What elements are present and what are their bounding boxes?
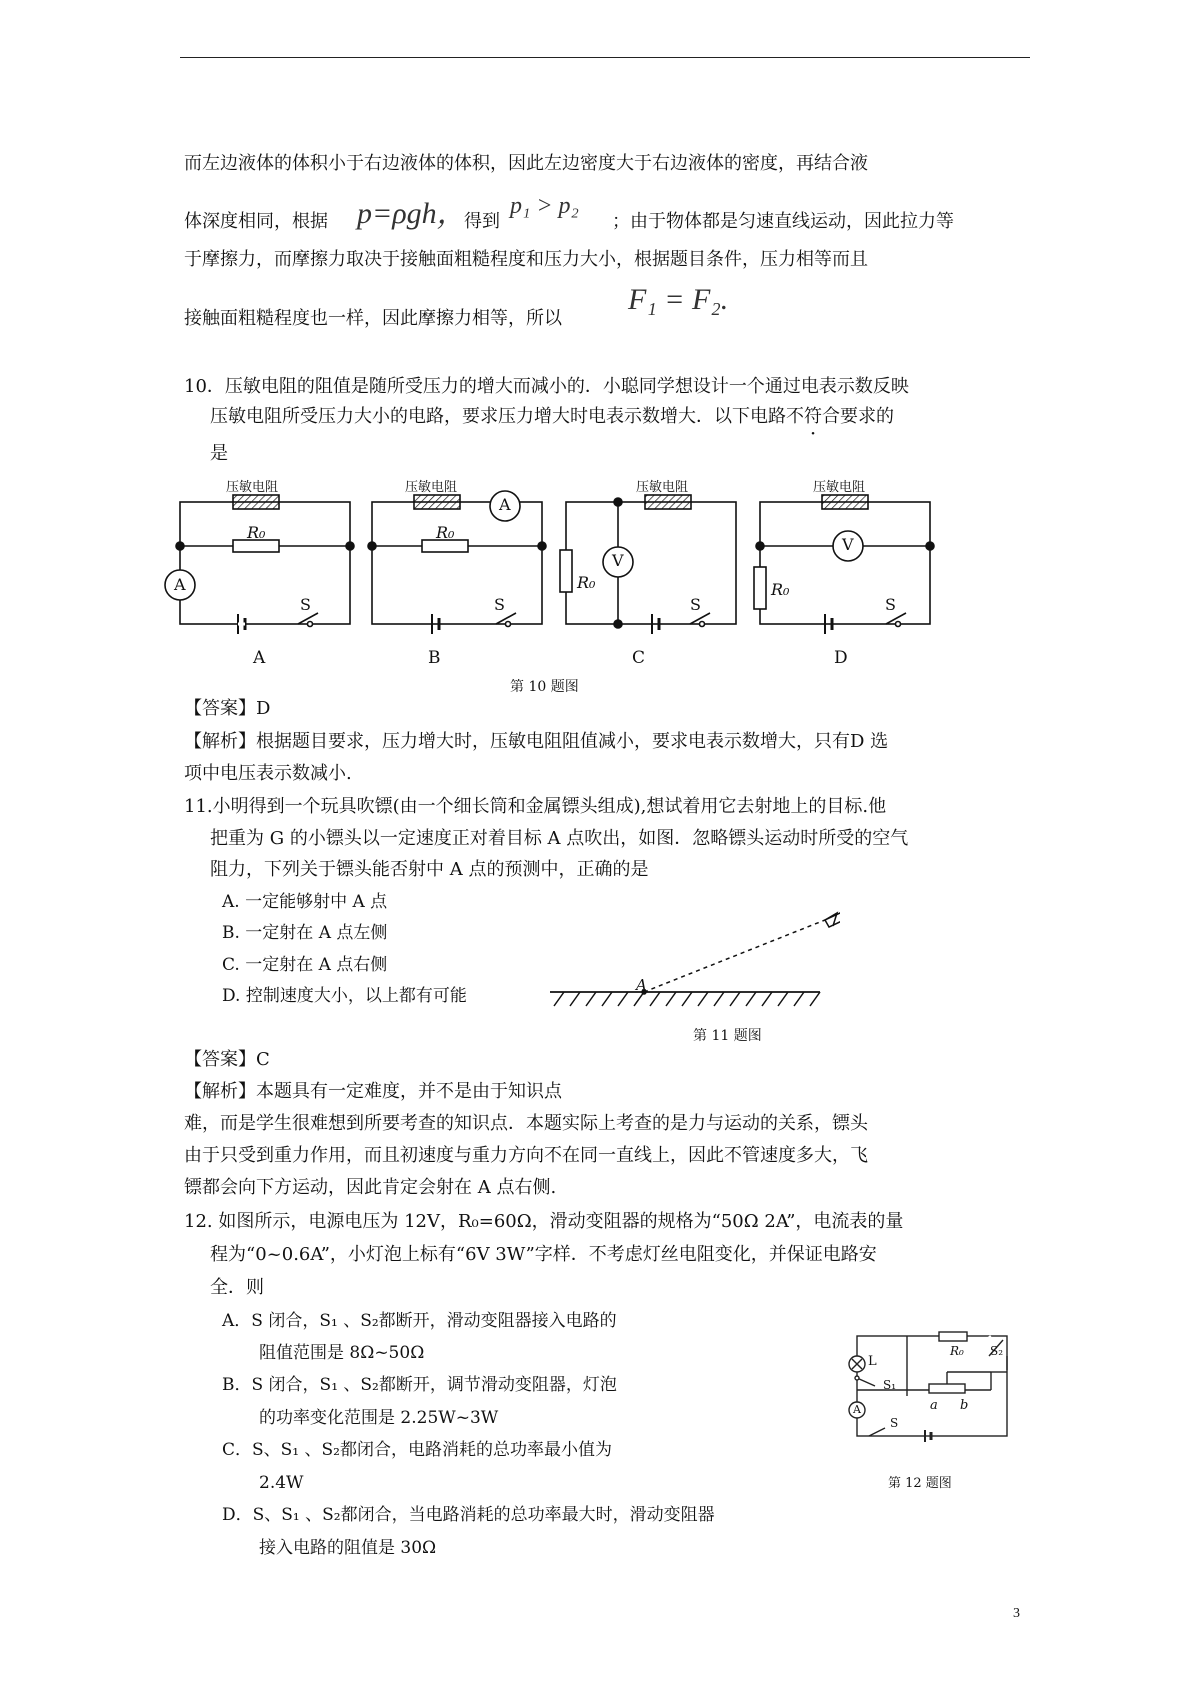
- page-number: 3: [1013, 1606, 1020, 1621]
- q12-line-3: 全．则: [210, 1277, 264, 1298]
- q10-answer: 【答案】D: [184, 698, 271, 719]
- switch-label-b: S: [494, 595, 505, 614]
- q10-emphasis: 不符合: [786, 406, 840, 427]
- sensor-label-a: 压敏电阻: [226, 480, 279, 495]
- ground-hatching: [554, 992, 820, 1006]
- q12-line-2: 程为“0~0.6A”，小灯泡上标有“6V 3W”字样．不考虑灯丝电阻变化，并保证电路安: [210, 1244, 877, 1265]
- q9-line-2: [184, 210, 328, 234]
- option-label-b: B: [428, 648, 441, 668]
- q12-s2-label: S₂: [990, 1344, 1004, 1358]
- q11-caption: 第 11 题图: [693, 1028, 762, 1044]
- voltmeter-label-d: V: [842, 535, 854, 554]
- circuit-c: [560, 495, 736, 634]
- sensor-label-d: 压敏电阻: [813, 480, 866, 495]
- switch-label-d: S: [885, 595, 896, 614]
- q9-line-4: 接触面粗糙程度也一样，因此摩擦力相等，所以: [184, 308, 562, 329]
- formula-inequality: p₁ > p₂: [510, 193, 579, 219]
- q9-line-2-pre: 体深度相同，根据: [184, 211, 328, 232]
- q11-analysis-4: 镖都会向下方运动，因此肯定会射在 A 点右侧.: [184, 1177, 557, 1198]
- q12-b-label: b: [960, 1398, 969, 1413]
- circuit-d: [754, 495, 934, 634]
- q12-option-a-cont: 阻值范围是 8Ω~50Ω: [259, 1343, 425, 1363]
- q9-line-3: 于摩擦力，而摩擦力取决于接触面粗糙程度和压力大小，根据题目条件，压力相等而且: [184, 249, 868, 270]
- r0-label-b: R₀: [436, 523, 455, 542]
- r0-label-c: R₀: [577, 573, 596, 592]
- q10-line-2-pre: 压敏电阻所受压力大小的电路，要求压力增大时电表示数增大．以下电路: [210, 406, 786, 427]
- q11-line-1: 11.小明得到一个玩具吹镖(由一个细长筒和金属镖头组成),想试着用它去射地上的目标.他: [184, 796, 887, 817]
- q12-option-a: A．S 闭合，S₁ 、S₂都断开，滑动变阻器接入电路的: [222, 1311, 617, 1331]
- q11-analysis-1: 【解析】本题具有一定难度，并不是由于知识点: [184, 1081, 562, 1102]
- q10-caption: 第 10 题图: [510, 679, 579, 695]
- q11-point-a-label: A: [636, 976, 647, 994]
- q9-line-1: 而左边液体的体积小于右边液体的体积，因此左边密度大于右边液体的密度，再结合液: [184, 153, 868, 174]
- q12-caption: 第 12 题图: [888, 1476, 952, 1491]
- switch-label-c: S: [690, 595, 701, 614]
- q11-option-c: C. 一定射在 A 点右侧: [222, 955, 388, 975]
- header-rule: [180, 57, 1030, 58]
- formula-friction: F₁ = F₂.: [628, 283, 729, 316]
- q11-option-b: B. 一定射在 A 点左侧: [222, 923, 388, 943]
- ammeter-label-a: A: [174, 575, 186, 594]
- q12-ammeter-label: A: [853, 1403, 861, 1416]
- q12-option-b: B．S 闭合，S₁ 、S₂都断开，调节滑动变阻器，灯泡: [222, 1375, 617, 1395]
- q10-analysis-2: 项中电压表示数减小.: [184, 763, 352, 784]
- q11-analysis-3: 由于只受到重力作用，而且初速度与重力方向不在同一直线上，因此不管速度多大，飞: [184, 1145, 868, 1166]
- q12-option-c-cont: 2.4W: [259, 1473, 304, 1493]
- q10-line-2-post: 要求的: [840, 406, 894, 427]
- q11-option-d: D. 控制速度大小，以上都有可能: [222, 986, 467, 1006]
- switch-label-a: S: [300, 595, 311, 614]
- q12-line-1: 12. 如图所示，电源电压为 12V，R₀=60Ω，滑动变阻器的规格为“50Ω 2A”，电流表的量: [184, 1211, 904, 1232]
- option-label-c: C: [632, 648, 646, 668]
- sensor-label-b: 压敏电阻: [405, 480, 458, 495]
- option-label-d: D: [834, 648, 848, 668]
- q11-line-2: 把重为 G 的小镖头以一定速度正对着目标 A 点吹出，如图．忽略镖头运动时所受的空气: [210, 828, 909, 849]
- q12-lamp-label: L: [868, 1354, 877, 1369]
- voltmeter-label-c: V: [612, 551, 624, 570]
- sensor-label-c: 压敏电阻: [636, 480, 689, 495]
- q10-line-3: 是: [210, 443, 228, 464]
- q12-a-label: a: [930, 1398, 938, 1413]
- q12-r0-label: R₀: [950, 1344, 964, 1358]
- q12-option-b-cont: 的功率变化范围是 2.25W~3W: [259, 1408, 499, 1428]
- q9-line-2-post: ；由于物体都是匀速直线运动，因此拉力等: [612, 211, 954, 232]
- q9-line-2-mid: 得到: [464, 211, 500, 232]
- q11-line-3: 阻力，下列关于镖头能否射中 A 点的预测中，正确的是: [210, 859, 649, 880]
- q12-s1-label: S₁: [883, 1378, 897, 1392]
- r0-label-a: R₀: [247, 523, 266, 542]
- q10-line-1: 10．压敏电阻的阻值是随所受压力的增大而减小的．小聪同学想设计一个通过电表示数反映: [184, 376, 909, 397]
- q10-line-2: [210, 405, 894, 429]
- q12-option-d: D．S、S₁ 、S₂都闭合，当电路消耗的总功率最大时，滑动变阻器: [222, 1505, 715, 1525]
- q11-dart-figure: [540, 860, 840, 1010]
- circuit-a: [165, 495, 354, 634]
- q10-analysis-1: 【解析】根据题目要求，压力增大时，压敏电阻阻值减小，要求电表示数增大，只有D 选: [184, 731, 889, 752]
- ammeter-label-b: A: [499, 495, 511, 514]
- q12-option-c: C．S、S₁ 、S₂都闭合，电路消耗的总功率最小值为: [222, 1440, 612, 1460]
- option-label-a: A: [253, 648, 266, 668]
- formula-pressure: p=ρgh，: [357, 197, 467, 230]
- q12-option-d-cont: 接入电路的阻值是 30Ω: [259, 1538, 437, 1558]
- q11-answer: 【答案】C: [184, 1049, 270, 1070]
- r0-label-d: R₀: [771, 580, 790, 599]
- circuit-b: [368, 491, 546, 634]
- q11-option-a: A. 一定能够射中 A 点: [222, 892, 388, 912]
- q12-s-label: S: [890, 1416, 899, 1430]
- q11-analysis-2: 难，而是学生很难想到所要考查的知识点．本题实际上考查的是力与运动的关系，镖头: [184, 1113, 868, 1134]
